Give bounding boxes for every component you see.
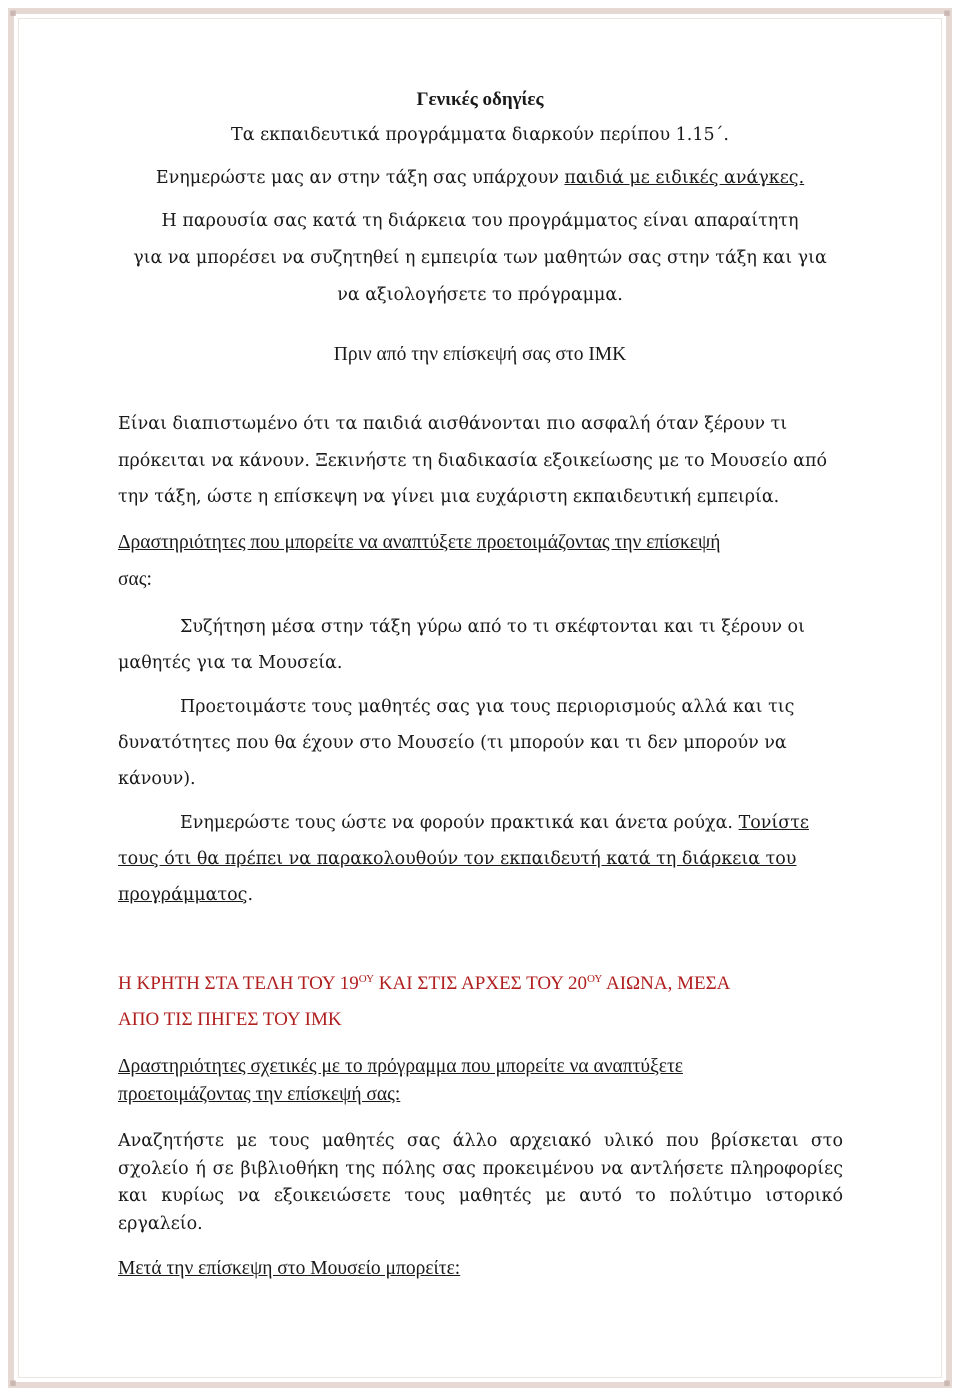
program-activities-text: Δραστηριότητες σχετικές με το πρόγραμμα που μπορείτε να αναπτύξετε bbox=[118, 1056, 683, 1077]
program-activities-line-2 bbox=[118, 1083, 400, 1107]
program-title-part-b: ΚΑΙ ΣΤΙΣ ΑΡΧΕΣ ΤΟΥ 20 bbox=[374, 973, 587, 994]
before-visit-heading: Πριν από την επίσκεψή σας στο ΙΜΚ bbox=[333, 344, 627, 365]
special-needs-link[interactable]: παιδιά με ειδικές ανάγκες. bbox=[564, 168, 805, 188]
activity-3-period: . bbox=[247, 885, 254, 905]
activity-2-line-1: Προετοιμάστε τους μαθητές σας για τους περιορισμούς αλλά και τις bbox=[180, 697, 795, 717]
presence-line-3: να αξιολογήσετε το πρόγραμμα. bbox=[337, 285, 623, 305]
corner-ornament-icon: ▪ bbox=[9, 1376, 17, 1389]
activity-2-line-3: κάνουν). bbox=[118, 769, 196, 789]
program-title-sup-2: ΟΥ bbox=[586, 973, 603, 985]
before-p1-line-3: την τάξη, ώστε η επίσκεψη να γίνει μια ευχάριστη εκπαιδευτική εμπειρία. bbox=[118, 487, 780, 507]
activity-3-emphasis: Τονίστε bbox=[738, 813, 809, 833]
program-p-line-2: σχολείο ή σε βιβλιοθήκη της πόλης σας προκειμένου να αντλήσετε πληροφορίες bbox=[118, 1159, 843, 1179]
corner-ornament-icon: ▪ bbox=[9, 6, 17, 19]
corner-ornament-icon: ▪ bbox=[943, 6, 951, 19]
activity-3-emphasis-end: προγράμματος bbox=[118, 885, 248, 905]
program-p-line-4: εργαλείο. bbox=[118, 1214, 203, 1234]
activity-1-line-1: Συζήτηση μέσα στην τάξη γύρω από το τι σκέφτονται και τι ξέρουν οι bbox=[180, 617, 805, 637]
program-p-line-1: Αναζητήστε με τους μαθητές σας άλλο αρχειακό υλικό που βρίσκεται στο bbox=[118, 1131, 843, 1151]
program-title-part-c: ΑΙΩΝΑ, ΜΕΣΑ bbox=[602, 973, 731, 994]
presence-line-2: για να μπορέσει να συζητηθεί η εμπειρία των μαθητών σας στην τάξη και για bbox=[133, 248, 827, 268]
program-title-part-a: Η ΚΡΗΤΗ ΣΤΑ ΤΕΛΗ ΤΟΥ 19 bbox=[118, 973, 359, 994]
program-activities-line-1 bbox=[118, 1055, 683, 1079]
corner-ornament-icon: ▪ bbox=[943, 1376, 951, 1389]
program-title-sup-1: ΟΥ bbox=[358, 973, 375, 985]
activity-2-line-2: δυνατότητες που θα έχουν στο Μουσείο (τι μπορούν και τι δεν μπορούν να bbox=[118, 733, 787, 753]
activities-heading-line-2: σας: bbox=[118, 569, 152, 590]
duration-text: Τα εκπαιδευτικά προγράμματα διαρκούν περίπου 1.15΄. bbox=[231, 125, 729, 145]
program-activities-text-2: προετοιμάζοντας την επίσκεψή σας: bbox=[118, 1084, 401, 1105]
presence-line-1: Η παρουσία σας κατά τη διάρκεια του προγράμματος είναι απαραίτητη bbox=[161, 211, 799, 231]
general-title: Γενικές οδηγίες bbox=[416, 89, 544, 110]
activities-heading-line-1 bbox=[118, 531, 720, 555]
activity-1-line-2: μαθητές για τα Μουσεία. bbox=[118, 653, 343, 673]
program-p-line-3: και κυρίως να εξοικειώσετε τους μαθητές με αυτό το πολύτιμο ιστορικό bbox=[118, 1186, 843, 1206]
special-needs-prefix: Ενημερώστε μας αν στην τάξη σας υπάρχουν bbox=[155, 168, 565, 188]
activity-3-plain: Ενημερώστε τους ώστε να φορούν πρακτικά και άνετα ρούχα. bbox=[180, 813, 739, 833]
activity-3-line-3 bbox=[118, 883, 253, 907]
before-p1-line-1: Είναι διαπιστωμένο ότι τα παιδιά αισθάνονται πιο ασφαλή όταν ξέρουν τι bbox=[118, 414, 788, 434]
after-visit-heading-text: Μετά την επίσκεψη στο Μουσείο μπορείτε: bbox=[118, 1258, 461, 1279]
program-title-line-2: ΑΠΟ ΤΙΣ ΠΗΓΕΣ ΤΟΥ ΙΜΚ bbox=[118, 1009, 342, 1030]
after-visit-heading bbox=[118, 1257, 460, 1281]
before-p1-line-2: πρόκειται να κάνουν. Ξεκινήστε τη διαδικασία εξοικείωσης με το Μουσείο από bbox=[118, 451, 828, 471]
activity-3-line-2: τους ότι θα πρέπει να παρακολουθούν τον εκπαιδευτή κατά τη διάρκεια του bbox=[118, 849, 797, 869]
activities-heading-text: Δραστηριότητες που μπορείτε να αναπτύξετε προετοιμάζοντας την επίσκεψή bbox=[118, 532, 721, 553]
program-title-line-1 bbox=[118, 972, 730, 996]
activity-3-line-1 bbox=[180, 811, 809, 835]
special-needs-text bbox=[0, 166, 960, 190]
